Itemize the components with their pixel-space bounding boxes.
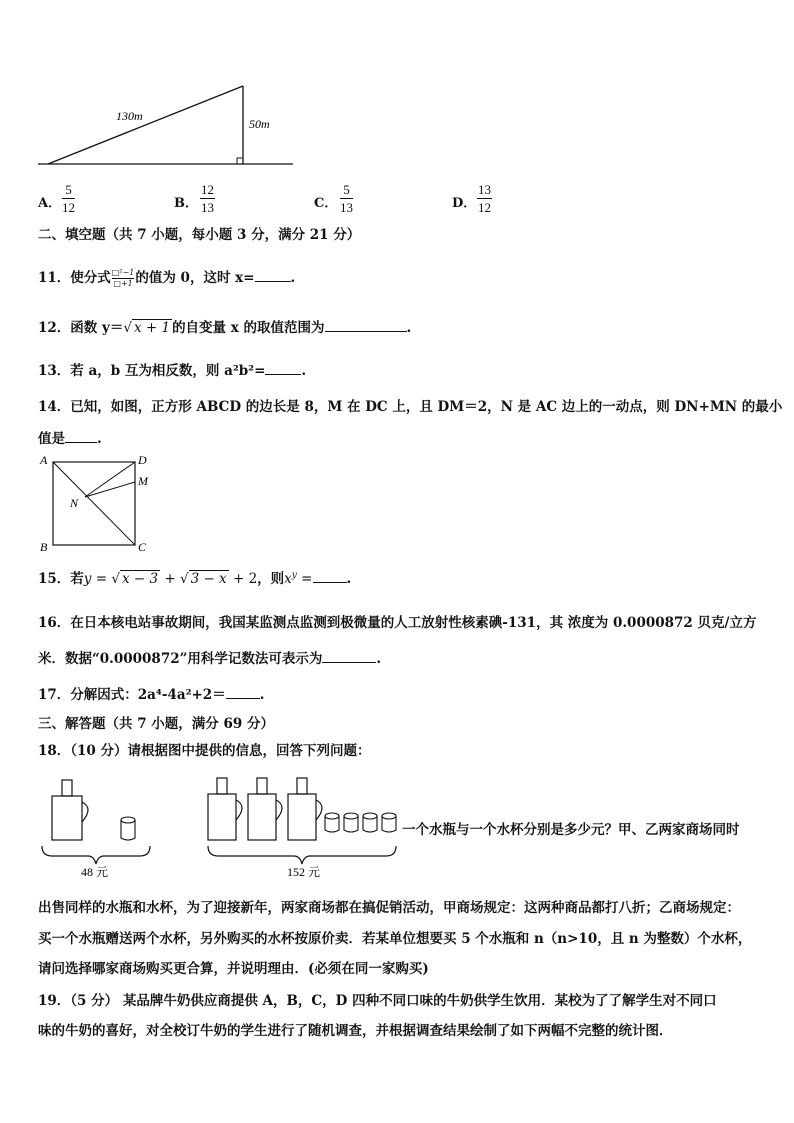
section2-title: 二、填空题（共 7 小题，每小题 3 分，满分 21 分） [38, 227, 361, 243]
brace-152 [208, 846, 396, 864]
question-15: 15．若y = √ x − 3 + √ 3 − x + 2，则$x^y$ = . [38, 570, 352, 587]
question-14-line2: 值是 . [38, 431, 102, 447]
q11-answer-blank [255, 269, 291, 282]
q15-radicand-1: x − 3 [121, 571, 159, 587]
label-a: A [40, 453, 48, 467]
label-n: N [70, 496, 79, 510]
section3-title: 三、解答题（共 7 小题，满分 69 分） [38, 716, 274, 732]
question-13: 13．若 a，b 互为相反数，则 a²b²= . [38, 363, 307, 379]
question-18-para1: 出售同样的水瓶和水杯，为了迎接新年，两家商场都在搞促销活动，甲商场规定：这两种商品都打八折；乙商场规定： [38, 900, 740, 916]
cup-icon-group2 [325, 813, 396, 832]
q12-radicand: x + 1 [133, 320, 171, 336]
label-m: M [138, 474, 148, 488]
q13-answer-blank [265, 362, 301, 375]
q14-answer-blank [65, 430, 97, 443]
option-b-letter: B． [174, 196, 198, 211]
q11-frac-num: □²−1 [111, 268, 135, 277]
side-label: 50m [249, 117, 270, 131]
option-c-fraction: $\frac{5}{13}$ [340, 182, 353, 215]
option-a-fraction: $\frac{5}{12}$ [62, 182, 75, 215]
option-b-fraction: $\frac{12}{13}$ [201, 182, 214, 215]
option-c-letter: C． [314, 196, 338, 211]
q15-radicand-2: 3 − x [190, 571, 227, 587]
price-48: 48 元 [81, 865, 109, 879]
brace-48 [42, 846, 150, 864]
option-a-letter: A． [38, 196, 62, 211]
question-18-para3: 请问选择哪家商场购买更合算，并说明理由．(必须在同一家购买) [38, 961, 429, 977]
q16-answer-blank [322, 650, 376, 663]
triangle-figure [30, 80, 310, 170]
q11-frac-den: □+1 [113, 279, 133, 288]
square-figure [37, 450, 157, 555]
bottle-icon-group1 [52, 780, 88, 840]
question-17: 17．分解因式：2a⁴-4a²+2＝ . [38, 687, 265, 703]
bottles-cups-figure [36, 770, 406, 880]
cup-icon-group1 [121, 817, 135, 840]
question-12: 12．函数 y＝√ x + 1 的自变量 x 的取值范围为 . [38, 320, 412, 336]
option-d-letter: D． [452, 196, 477, 211]
question-18-para2: 买一个水瓶赠送两个水杯，另外购买的水杯按原价卖．若某单位想要买 5 个水瓶和 n（n>10，且 n 为整数）个水杯， [38, 931, 752, 947]
label-d: D [138, 453, 147, 467]
question-19-line1: 19．（5 分） 某品牌牛奶供应商提供 A，B，C，D 四种不同口味的牛奶供学生饮用．某校为了了解学生对不同口 [38, 993, 717, 1009]
question-18-title: 18．（10 分）请根据图中提供的信息，回答下列问题： [38, 743, 371, 759]
price-152: 152 元 [287, 865, 321, 879]
option-d-fraction: $\frac{13}{12}$ [478, 182, 491, 215]
bottle-icon-group2 [208, 778, 322, 840]
question-14-line1: 14．已知，如图，正方形 ABCD 的边长是 8，M 在 DC 上，且 DM＝2，N 是 AC 边上的一动点，则 DN+MN 的最小 [38, 399, 783, 415]
q12-answer-blank [325, 319, 407, 332]
q15-answer-blank [313, 570, 347, 583]
question-18-inline: 一个水瓶与一个水杯分别是多少元？甲、乙两家商场同时 [402, 822, 740, 838]
question-16-line2: 米．数据“0.0000872”用科学记数法可表示为 . [38, 651, 382, 667]
question-19-line2: 味的牛奶的喜好，对全校订牛奶的学生进行了随机调查，并根据调查结果绘制了如下两幅不完整的统计图． [38, 1023, 673, 1039]
q17-answer-blank [226, 686, 260, 699]
question-16-line1: 16．在日本核电站事故期间，我国某监测点监测到极微量的人工放射性核素碘-131，其 浓度为 0.0000872 贝克/立方 [38, 615, 757, 631]
label-c: C [138, 540, 147, 554]
label-b: B [40, 540, 48, 554]
question-11: 11．使分式 $\frac{\text{□²−1}}{□+1}$ 的值为 0，这时 x= . [38, 268, 296, 288]
hyp-label: 130m [116, 109, 143, 123]
